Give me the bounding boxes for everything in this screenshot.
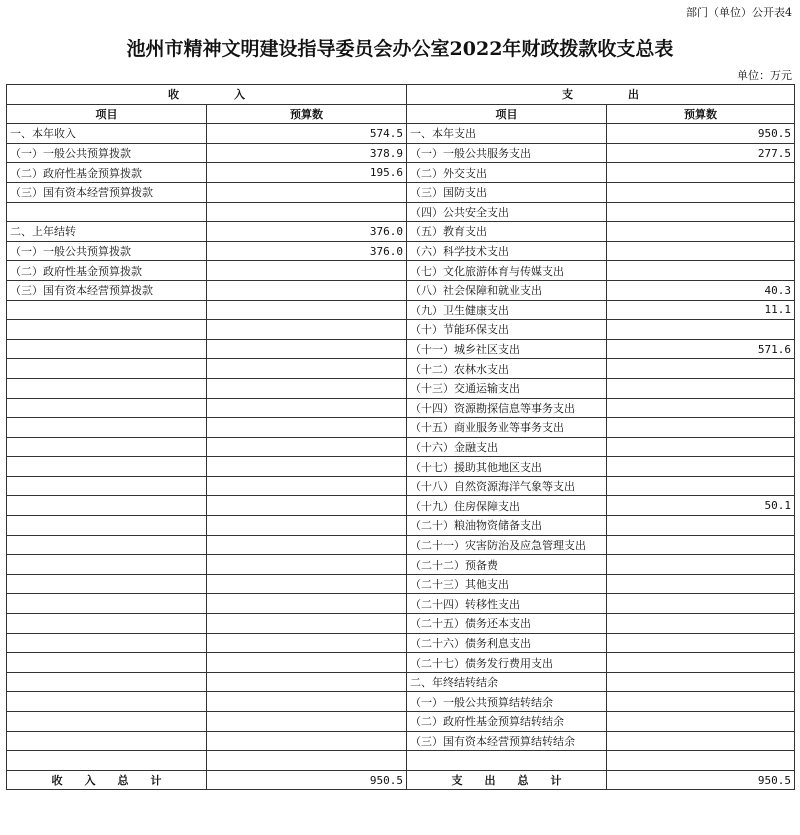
income-item-cell bbox=[7, 535, 207, 555]
income-value-cell bbox=[207, 633, 407, 653]
expense-value-cell bbox=[607, 241, 795, 261]
expense-item-cell: （十一）城乡社区支出 bbox=[407, 339, 607, 359]
expense-value-cell bbox=[607, 535, 795, 555]
expense-item-cell: （二十一）灾害防治及应急管理支出 bbox=[407, 535, 607, 555]
income-section-header: 收 入 bbox=[7, 85, 407, 105]
income-value-cell: 574.5 bbox=[207, 124, 407, 144]
income-item-cell bbox=[7, 516, 207, 536]
table-number-note: 部门（单位）公开表4 bbox=[686, 6, 792, 19]
income-item-cell bbox=[7, 398, 207, 418]
income-item-cell bbox=[7, 202, 207, 222]
income-item-header: 项目 bbox=[7, 104, 207, 124]
expense-item-cell: （七）文化旅游体育与传媒支出 bbox=[407, 261, 607, 281]
income-item-cell bbox=[7, 300, 207, 320]
expense-value-cell bbox=[607, 594, 795, 614]
expense-item-cell: （一）一般公共服务支出 bbox=[407, 143, 607, 163]
income-value-cell: 195.6 bbox=[207, 163, 407, 183]
income-value-cell bbox=[207, 280, 407, 300]
table-row bbox=[7, 300, 795, 320]
income-item-cell bbox=[7, 633, 207, 653]
table-row bbox=[7, 594, 795, 614]
income-item-cell: （一）一般公共预算拨款 bbox=[7, 241, 207, 261]
expense-item-header: 项目 bbox=[407, 104, 607, 124]
expense-total-label: 支 出 总 计 bbox=[407, 770, 607, 790]
table-row bbox=[7, 222, 795, 242]
expense-value-cell: 11.1 bbox=[607, 300, 795, 320]
income-value-cell bbox=[207, 476, 407, 496]
expense-value-cell bbox=[607, 261, 795, 281]
income-item-cell: 二、上年结转 bbox=[7, 222, 207, 242]
expense-item-cell: （一）一般公共预算结转结余 bbox=[407, 692, 607, 712]
table-row bbox=[7, 476, 795, 496]
expense-item-cell: （十）节能环保支出 bbox=[407, 320, 607, 340]
income-value-cell bbox=[207, 202, 407, 222]
table-row bbox=[7, 555, 795, 575]
table-row bbox=[7, 574, 795, 594]
income-value-cell: 378.9 bbox=[207, 143, 407, 163]
table-row bbox=[7, 614, 795, 634]
table-row bbox=[7, 163, 795, 183]
expense-total-value: 950.5 bbox=[607, 770, 795, 790]
income-item-cell bbox=[7, 614, 207, 634]
income-value-cell bbox=[207, 535, 407, 555]
expense-item-cell: （十三）交通运输支出 bbox=[407, 378, 607, 398]
expense-item-cell: （二十二）预备费 bbox=[407, 555, 607, 575]
table-row bbox=[7, 280, 795, 300]
expense-value-cell bbox=[607, 516, 795, 536]
income-value-cell bbox=[207, 320, 407, 340]
table-row bbox=[7, 418, 795, 438]
section-header-row bbox=[7, 85, 795, 105]
income-value-cell: 376.0 bbox=[207, 241, 407, 261]
expense-value-cell: 40.3 bbox=[607, 280, 795, 300]
expense-item-cell: （五）教育支出 bbox=[407, 222, 607, 242]
income-item-cell bbox=[7, 672, 207, 692]
income-value-cell bbox=[207, 378, 407, 398]
income-item-cell bbox=[7, 359, 207, 379]
expense-item-cell: （十九）住房保障支出 bbox=[407, 496, 607, 516]
expense-value-cell bbox=[607, 202, 795, 222]
income-budget-header: 预算数 bbox=[207, 104, 407, 124]
expense-item-cell: （三）国有资本经营预算结转结余 bbox=[407, 731, 607, 751]
table-row bbox=[7, 535, 795, 555]
income-value-cell bbox=[207, 359, 407, 379]
income-value-cell bbox=[207, 398, 407, 418]
table-row bbox=[7, 339, 795, 359]
income-value-cell bbox=[207, 300, 407, 320]
income-item-cell bbox=[7, 476, 207, 496]
income-value-cell bbox=[207, 496, 407, 516]
income-item-cell bbox=[7, 731, 207, 751]
expense-item-cell: （十八）自然资源海洋气象等支出 bbox=[407, 476, 607, 496]
income-item-cell: 一、本年收入 bbox=[7, 124, 207, 144]
column-header-row bbox=[7, 104, 795, 124]
expense-value-cell: 950.5 bbox=[607, 124, 795, 144]
income-total-value: 950.5 bbox=[207, 770, 407, 790]
income-value-cell bbox=[207, 731, 407, 751]
expense-item-cell: （二十三）其他支出 bbox=[407, 574, 607, 594]
expense-item-cell: （二）外交支出 bbox=[407, 163, 607, 183]
expense-value-cell bbox=[607, 633, 795, 653]
income-value-cell bbox=[207, 653, 407, 673]
expense-item-cell: （二）政府性基金预算结转结余 bbox=[407, 712, 607, 732]
expense-section-header: 支 出 bbox=[407, 85, 795, 105]
expense-value-cell bbox=[607, 320, 795, 340]
expense-value-cell bbox=[607, 476, 795, 496]
income-item-cell bbox=[7, 457, 207, 477]
income-value-cell bbox=[207, 614, 407, 634]
expense-value-cell: 50.1 bbox=[607, 496, 795, 516]
expense-budget-header: 预算数 bbox=[607, 104, 795, 124]
expense-value-cell bbox=[607, 437, 795, 457]
expense-item-cell: （十二）农林水支出 bbox=[407, 359, 607, 379]
expense-item-cell: 一、本年支出 bbox=[407, 124, 607, 144]
table-row bbox=[7, 496, 795, 516]
expense-item-cell: （十七）援助其他地区支出 bbox=[407, 457, 607, 477]
income-total-label: 收 入 总 计 bbox=[7, 770, 207, 790]
income-value-cell bbox=[207, 574, 407, 594]
income-value-cell bbox=[207, 594, 407, 614]
expense-value-cell bbox=[607, 359, 795, 379]
income-item-cell bbox=[7, 712, 207, 732]
expense-value-cell: 277.5 bbox=[607, 143, 795, 163]
income-item-cell bbox=[7, 496, 207, 516]
expense-value-cell bbox=[607, 574, 795, 594]
table-row bbox=[7, 143, 795, 163]
expense-value-cell bbox=[607, 457, 795, 477]
expense-item-cell: （八）社会保障和就业支出 bbox=[407, 280, 607, 300]
expense-value-cell bbox=[607, 692, 795, 712]
income-item-cell bbox=[7, 574, 207, 594]
table-row bbox=[7, 653, 795, 673]
expense-item-cell: （二十）粮油物资储备支出 bbox=[407, 516, 607, 536]
income-value-cell: 376.0 bbox=[207, 222, 407, 242]
expense-value-cell bbox=[607, 163, 795, 183]
table-row bbox=[7, 359, 795, 379]
expense-value-cell bbox=[607, 555, 795, 575]
expense-item-cell: （二十四）转移性支出 bbox=[407, 594, 607, 614]
income-value-cell bbox=[207, 261, 407, 281]
income-item-cell bbox=[7, 692, 207, 712]
income-item-cell bbox=[7, 437, 207, 457]
expense-value-cell bbox=[607, 614, 795, 634]
expense-item-cell: （二十五）债务还本支出 bbox=[407, 614, 607, 634]
income-item-cell bbox=[7, 653, 207, 673]
table-row bbox=[7, 712, 795, 732]
expense-value-cell bbox=[607, 712, 795, 732]
income-item-cell: （二）政府性基金预算拨款 bbox=[7, 261, 207, 281]
expense-item-cell: （九）卫生健康支出 bbox=[407, 300, 607, 320]
table-row bbox=[7, 437, 795, 457]
expense-item-cell: （十五）商业服务业等事务支出 bbox=[407, 418, 607, 438]
expense-item-cell: （四）公共安全支出 bbox=[407, 202, 607, 222]
table-row bbox=[7, 516, 795, 536]
table-row bbox=[7, 320, 795, 340]
expense-item-cell: （二十七）债务发行费用支出 bbox=[407, 653, 607, 673]
income-item-cell bbox=[7, 339, 207, 359]
income-value-cell bbox=[207, 751, 407, 771]
expense-item-cell bbox=[407, 751, 607, 771]
income-value-cell bbox=[207, 712, 407, 732]
expense-item-cell: （三）国防支出 bbox=[407, 182, 607, 202]
expense-value-cell bbox=[607, 731, 795, 751]
table-row bbox=[7, 731, 795, 751]
income-value-cell bbox=[207, 692, 407, 712]
table-row bbox=[7, 378, 795, 398]
expense-item-cell: 二、年终结转结余 bbox=[407, 672, 607, 692]
page-title: 池州市精神文明建设指导委员会办公室2022年财政拨款收支总表 bbox=[126, 38, 674, 60]
expense-value-cell: 571.6 bbox=[607, 339, 795, 359]
table-row bbox=[7, 124, 795, 144]
expense-item-cell: （二十六）债务利息支出 bbox=[407, 633, 607, 653]
income-value-cell bbox=[207, 339, 407, 359]
table-row bbox=[7, 457, 795, 477]
table-row bbox=[7, 398, 795, 418]
income-item-cell: （三）国有资本经营预算拨款 bbox=[7, 182, 207, 202]
table-row bbox=[7, 672, 795, 692]
expense-value-cell bbox=[607, 222, 795, 242]
expense-item-cell: （六）科学技术支出 bbox=[407, 241, 607, 261]
income-value-cell bbox=[207, 516, 407, 536]
income-value-cell bbox=[207, 555, 407, 575]
table-row bbox=[7, 751, 795, 771]
expense-value-cell bbox=[607, 378, 795, 398]
income-value-cell bbox=[207, 182, 407, 202]
table-row bbox=[7, 182, 795, 202]
income-value-cell bbox=[207, 457, 407, 477]
expense-value-cell bbox=[607, 751, 795, 771]
income-item-cell bbox=[7, 418, 207, 438]
table-row bbox=[7, 202, 795, 222]
expense-value-cell bbox=[607, 398, 795, 418]
table-row bbox=[7, 241, 795, 261]
table-row bbox=[7, 633, 795, 653]
income-item-cell bbox=[7, 594, 207, 614]
income-item-cell bbox=[7, 378, 207, 398]
income-item-cell bbox=[7, 555, 207, 575]
income-item-cell: （一）一般公共预算拨款 bbox=[7, 143, 207, 163]
expense-value-cell bbox=[607, 653, 795, 673]
table-row bbox=[7, 261, 795, 281]
income-item-cell: （二）政府性基金预算拨款 bbox=[7, 163, 207, 183]
expense-value-cell bbox=[607, 672, 795, 692]
income-value-cell bbox=[207, 418, 407, 438]
table-row bbox=[7, 692, 795, 712]
expense-value-cell bbox=[607, 418, 795, 438]
totals-row bbox=[7, 770, 795, 790]
expense-value-cell bbox=[607, 182, 795, 202]
budget-table-body bbox=[7, 85, 795, 790]
expense-item-cell: （十六）金融支出 bbox=[407, 437, 607, 457]
income-item-cell: （三）国有资本经营预算拨款 bbox=[7, 280, 207, 300]
income-item-cell bbox=[7, 320, 207, 340]
expense-item-cell: （十四）资源勘探信息等事务支出 bbox=[407, 398, 607, 418]
income-value-cell bbox=[207, 437, 407, 457]
unit-label: 单位：万元 bbox=[737, 69, 792, 82]
income-item-cell bbox=[7, 751, 207, 771]
income-value-cell bbox=[207, 672, 407, 692]
budget-table bbox=[6, 84, 795, 790]
